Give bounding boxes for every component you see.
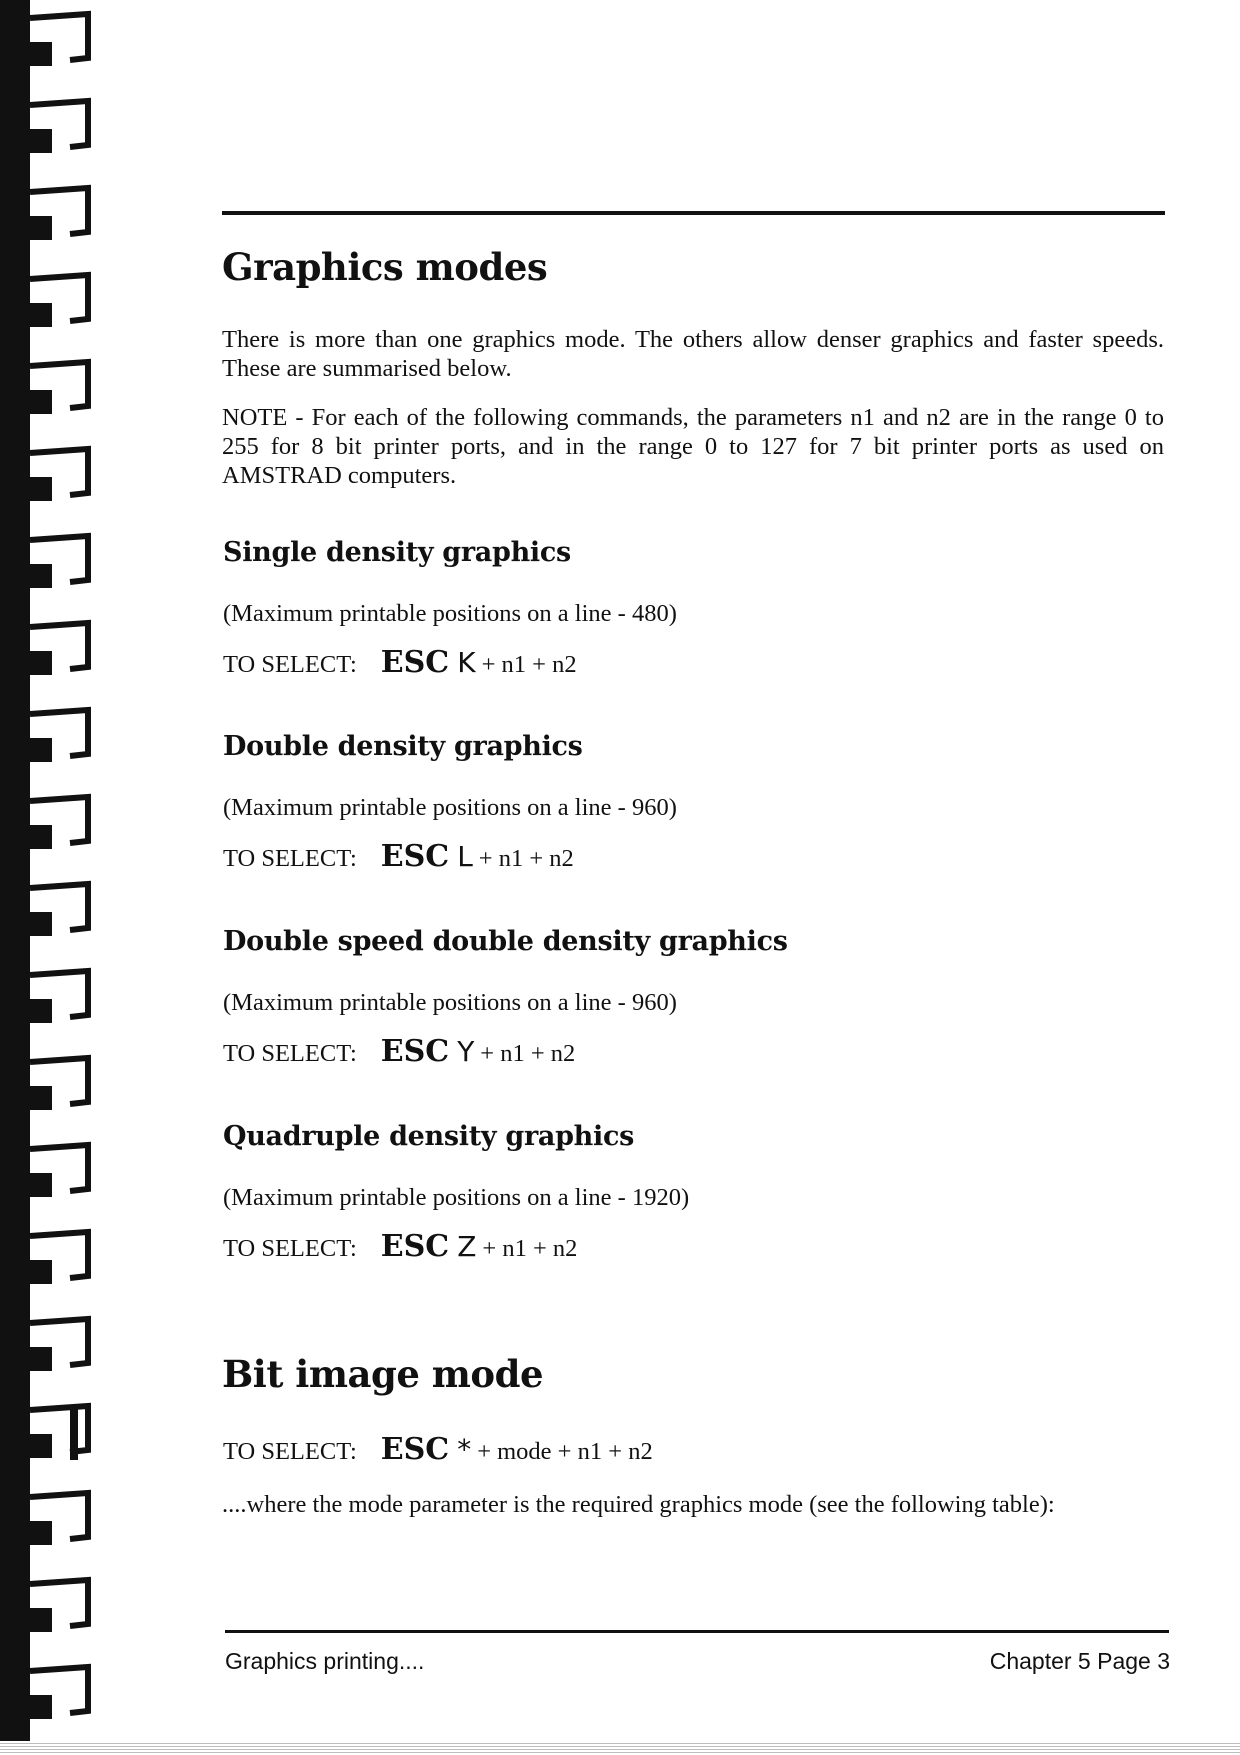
footer-right: Chapter 5 Page 3 — [989, 1648, 1170, 1674]
binding-hole — [30, 1608, 52, 1632]
mode-select-single — [223, 645, 577, 680]
binding-hole — [30, 1086, 52, 1110]
mode-max-single: (Maximum printable positions on a line - 480) — [223, 600, 677, 627]
mode-title-single: Single density graphics — [223, 537, 571, 568]
esc-keyword: ESC — [380, 645, 450, 680]
mode-title-quadruple: Quadruple density graphics — [223, 1121, 635, 1152]
binding-hole — [30, 1173, 52, 1197]
binding-hole — [30, 303, 52, 327]
binding-hole — [30, 738, 52, 762]
footer-left: Graphics printing.... — [225, 1648, 425, 1674]
binding-hole — [30, 825, 52, 849]
binding-hole — [30, 999, 52, 1023]
command-params: + n1 + n2 — [482, 1235, 578, 1262]
note-paragraph: NOTE - For each of the following commands, the parameters n1 and n2 are in the range 0 to 255 for 8 bit printer ports, and in the range 0 to 127 for 7 bit printer ports as used on AMSTRAD computers. — [222, 404, 1164, 489]
mode-title-double: Double density graphics — [223, 731, 583, 762]
bit-image-select — [223, 1432, 653, 1467]
binding-hole — [30, 390, 52, 414]
command-code: Z — [457, 1230, 477, 1263]
mode-max-quadruple: (Maximum printable positions on a line - 1920) — [223, 1184, 690, 1211]
intro-paragraph: There is more than one graphics mode. The others allow denser graphics and faster speeds. These are summarised below. — [222, 326, 1164, 382]
command-params: + n1 + n2 — [478, 845, 574, 872]
command-code: Y — [457, 1035, 475, 1068]
binding-hole — [30, 912, 52, 936]
binding-hole — [30, 42, 52, 66]
esc-keyword: ESC — [380, 1229, 450, 1264]
binding-hole — [30, 1695, 52, 1719]
command-params: + n1 + n2 — [480, 1040, 576, 1067]
binding-hole — [30, 1260, 52, 1284]
mode-max-double-speed: (Maximum printable positions on a line - 960) — [223, 989, 677, 1016]
bit-image-title: Bit image mode — [222, 1352, 544, 1396]
mode-select-double — [223, 839, 574, 874]
binding-hole — [30, 651, 52, 675]
mode-select-double-speed — [223, 1034, 575, 1069]
footer-rule — [225, 1630, 1169, 1633]
bit-image-description: ....where the mode parameter is the required graphics mode (see the following table): — [222, 1491, 1055, 1518]
command-code: K — [457, 646, 476, 679]
binding-hole — [30, 1521, 52, 1545]
binding-hole — [30, 1434, 52, 1458]
esc-keyword: ESC — [380, 1432, 450, 1467]
esc-keyword: ESC — [380, 839, 450, 874]
spiral-binding — [0, 0, 92, 1755]
esc-keyword: ESC — [380, 1034, 450, 1069]
binding-hole — [30, 129, 52, 153]
binding-hole — [30, 564, 52, 588]
command-params: + mode + n1 + n2 — [477, 1438, 653, 1465]
mode-select-quadruple — [223, 1229, 577, 1264]
command-code: * — [457, 1433, 472, 1466]
select-label: TO SELECT: — [223, 845, 357, 872]
binding-hole — [30, 216, 52, 240]
command-code: L — [457, 840, 473, 873]
binding-hole — [30, 477, 52, 501]
scan-edge — [0, 1741, 1240, 1755]
command-params: + n1 + n2 — [481, 651, 577, 678]
select-label: TO SELECT: — [223, 1438, 357, 1465]
select-label: TO SELECT: — [223, 651, 357, 678]
select-label: TO SELECT: — [223, 1235, 357, 1262]
mode-max-double: (Maximum printable positions on a line - 960) — [223, 794, 677, 821]
top-rule — [222, 211, 1165, 215]
section-title: Graphics modes — [222, 245, 548, 289]
mode-title-double-speed: Double speed double density graphics — [223, 926, 788, 957]
select-label: TO SELECT: — [223, 1040, 357, 1067]
binding-hole — [30, 1347, 52, 1371]
